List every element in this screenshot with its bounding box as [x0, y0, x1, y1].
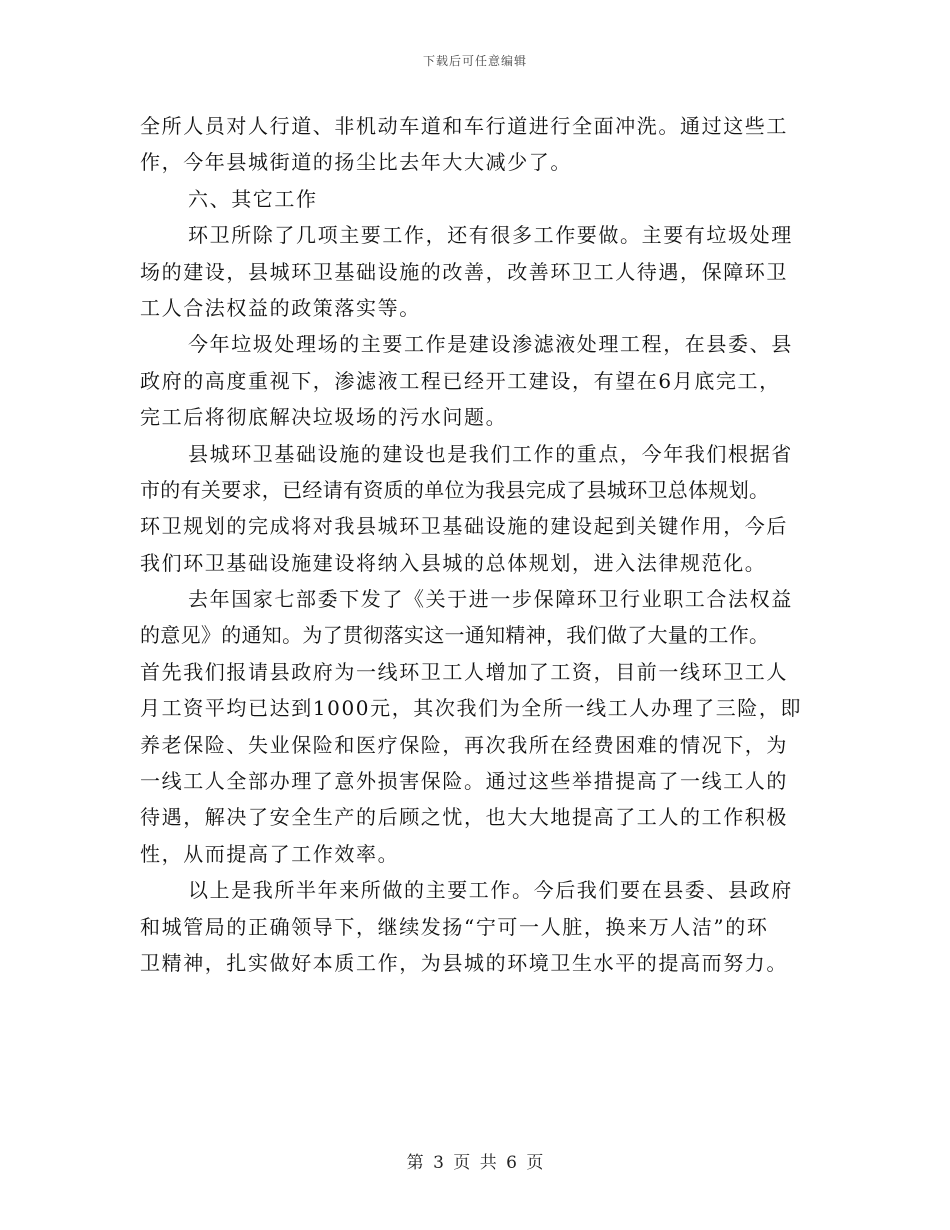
text-line: 作，今年县城街道的扬尘比去年大大减少了。: [140, 150, 572, 175]
text-line: 月工资平均已达到1000元，其次我们为全所一线工人办理了三险，即: [140, 696, 803, 721]
text-line: 去年国家七部委下发了《关于进一步保障环卫行业职工合法权益: [188, 587, 793, 612]
text-line: 养老保险、失业保险和医疗保险，再次我所在经费困难的情况下，为: [140, 732, 788, 757]
text-line: 市的有关要求，已经请有资质的单位为我县完成了县城环卫总体规划。: [140, 477, 770, 502]
text-line: 工人合法权益的政策落实等。: [140, 295, 421, 320]
document-body: [140, 108, 810, 981]
text-line: 和城管局的正确领导下，继续发扬“宁可一人脏，换来万人洁”的环: [140, 914, 769, 939]
text-line: 我们环卫基础设施建设将纳入县城的总体规划，进入法律规范化。: [140, 550, 767, 575]
text-line: 政府的高度重视下，渗滤液工程已经开工建设，有望在6月底完工，: [140, 368, 781, 393]
text-line: 一线工人全部办理了意外损害保险。通过这些举措提高了一线工人的: [140, 769, 788, 794]
page-header: 下载后可任意编辑: [422, 54, 527, 68]
text-line: 的意见》的通知。为了贯彻落实这一通知精神，我们做了大量的工作。: [140, 623, 770, 648]
section-heading: 六、其它工作: [188, 186, 318, 211]
text-line: 全所人员对人行道、非机动车道和车行道进行全面冲洗。通过这些工: [140, 114, 788, 138]
text-line: 性，从而提高了工作效率。: [140, 841, 400, 866]
text-line: 场的建设，县城环卫基础设施的改善，改善环卫工人待遇，保障环卫: [140, 259, 788, 284]
text-line: 环卫所除了几项主要工作，还有很多工作要做。主要有垃圾处理: [188, 223, 793, 248]
text-line: 今年垃圾处理场的主要工作是建设渗滤液处理工程，在县委、县: [188, 332, 793, 357]
text-line: 待遇，解决了安全生产的后顾之忧，也大大地提高了工人的工作积极: [140, 805, 788, 830]
text-line: 以上是我所半年来所做的主要工作。今后我们要在县委、县政府: [188, 878, 793, 903]
text-line: 环卫规划的完成将对我县城环卫基础设施的建设起到关键作用，今后: [140, 514, 788, 539]
text-line: 完工后将彻底解决垃圾场的污水问题。: [140, 405, 508, 430]
text-line: 卫精神，扎实做好本质工作，为县城的环境卫生水平的提高而努力。: [140, 950, 788, 975]
text-line: 首先我们报请县政府为一线环卫工人增加了工资，目前一线环卫工人: [140, 659, 788, 684]
page-number: 第 3 页 共 6 页: [406, 1153, 544, 1173]
text-line: 县城环卫基础设施的建设也是我们工作的重点，今年我们根据省: [188, 441, 793, 466]
